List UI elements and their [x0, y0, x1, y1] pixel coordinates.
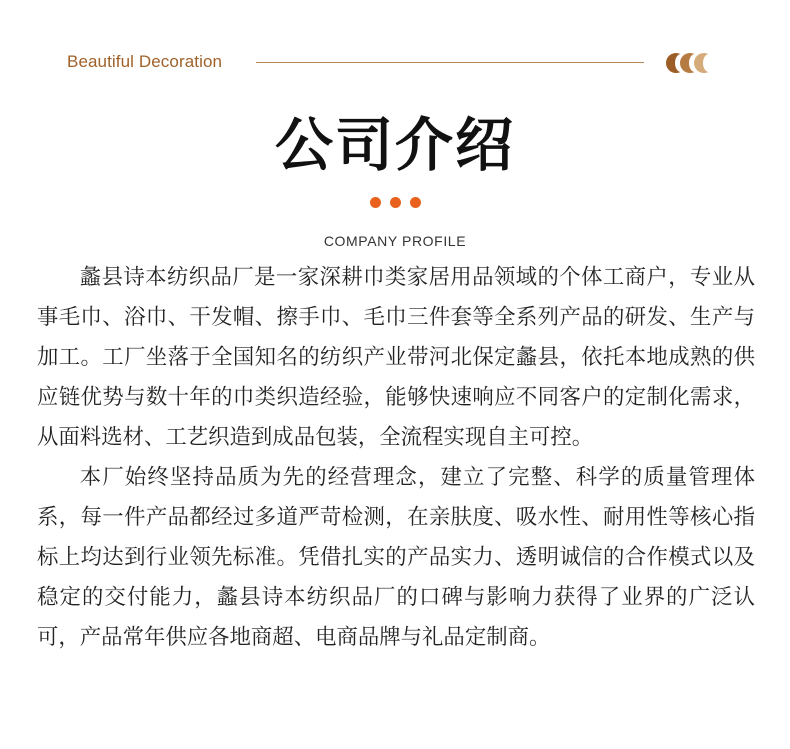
profile-paragraph-1: 蠡县诗本纺织品厂是一家深耕巾类家居用品领域的个体工商户，专业从事毛巾、浴巾、干发帽、擦手巾、毛巾三件套等全系列产品的研发、生产与加工。工厂坐落于全国知名的纺织产业带河北保定蠡县，依托本地成熟的供应链优势与数十年的巾类织造经验，能够快速响应不同客户的定制化需求，从面料选材、工艺织造到成品包装，全流程实现自主可控。: [37, 265, 755, 450]
decorative-circles-icon: [666, 53, 722, 73]
profile-paragraph-2: 本厂始终坚持品质为先的经营理念，建立了完整、科学的质量管理体系，每一件产品都经过多道严苛检测，在亲肤度、吸水性、耐用性等核心指标上均达到行业领先标准。凭借扎实的产品实力、透明诚信的合作模式以及稳定的交付能力，蠡县诗本纺织品厂的口碑与影响力获得了业界的广泛认可，产品常年供应各地商超、电商品牌与礼品定制商。: [37, 465, 755, 650]
decorative-circle-light: [694, 53, 714, 73]
title-dots-icon: [370, 197, 424, 209]
page-subtitle: COMPANY PROFILE: [323, 233, 467, 249]
title-dot: [410, 197, 421, 208]
page-title: 公司介绍: [274, 111, 515, 179]
title-dot: [390, 197, 401, 208]
header: [0, 0, 790, 120]
header-divider: [256, 62, 644, 63]
title-dot: [370, 197, 381, 208]
profile-body: [37, 258, 755, 658]
brand-text: Beautiful Decoration: [67, 52, 223, 71]
